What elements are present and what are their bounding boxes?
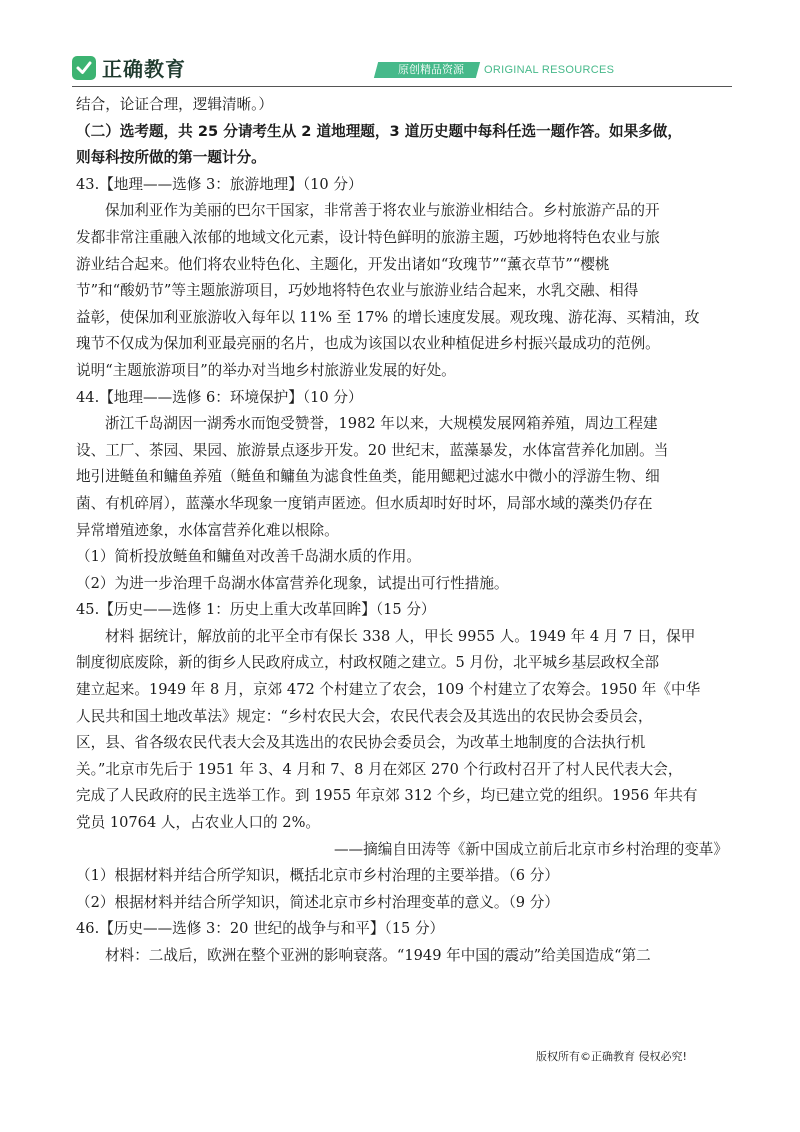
text-line: 人民共和国土地改革法》规定：“乡村农民大会，农民代表会及其选出的农民协会委员会， [76,707,653,725]
banner-label: 原创精品资源 [374,62,480,78]
text-line: 则每科按所做的第一题计分。 [76,149,266,167]
text-line: 党员 10764 人，占农业人口的 2%。 [76,814,321,832]
text-line: 节”和“酸奶节”等主题旅游项目，巧妙地将特色农业与旅游业结合起来，水乳交融、相得 [76,282,639,300]
text-line: 异常增殖迹象，水体富营养化难以根除。 [76,521,339,539]
text-line: 45.【历史——选修 1：历史上重大改革回眸】（15 分） [76,601,436,619]
header-divider [72,86,732,87]
text-line: 发都非常注重融入浓郁的地域文化元素，设计特色鲜明的旅游主题，巧妙地将特色农业与旅 [76,228,660,246]
text-line: 46.【历史——选修 3：20 世纪的战争与和平】（15 分） [76,920,445,938]
page-header [0,0,800,90]
banner-english: ORIGINAL RESOURCES [484,64,615,76]
text-line: （1）简析投放鲢鱼和鳙鱼对改善千岛湖水质的作用。 [76,548,421,566]
text-line: 材料 据统计，解放前的北平全市有保长 338 人，甲长 9955 人。1949 年 4 月 7 日，保甲 [105,627,696,645]
text-line: 建立起来。1949 年 8 月，京郊 472 个村建立了农会，109 个村建立了农筹会。1950 年《中华 [76,681,701,699]
text-line: 保加利亚作为美丽的巴尔干国家，非常善于将农业与旅游业相结合。乡村旅游产品的开 [105,202,660,220]
text-line: 材料：二战后，欧洲在整个亚洲的影响衰落。“1949 年中国的震动”给美国造成“第二 [105,947,651,964]
text-line: 地引进鲢鱼和鳙鱼养殖（鲢鱼和鳙鱼为滤食性鱼类，能用鳃耙过滤水中微小的浮游生物、细 [76,468,660,486]
text-line: 设、工厂、茶园、果园、旅游景点逐步开发。20 世纪末，蓝藻暴发，水体富营养化加剧。当 [76,441,669,459]
text-line: （2）为进一步治理千岛湖水体富营养化现象，试提出可行性措施。 [76,574,509,592]
text-line: （2）根据材料并结合所学知识，简述北京市乡村治理变革的意义。（9 分） [76,893,559,911]
text-line: 益彰，使保加利亚旅游收入每年以 11% 至 17% 的增长速度发展。观玫瑰、游花海、买精油，玫 [76,308,700,326]
logo-text: 正确教育 [102,57,186,81]
text-line: 完成了人民政府的民主选举工作。到 1955 年京郊 312 个乡，均已建立党的组织。1956 年共有 [76,787,698,805]
checkmark-icon [72,56,96,80]
brand-logo [72,53,186,82]
text-line: 浙江千岛湖因一湖秀水而饱受赞誉，1982 年以来，大规模发展网箱养殖，周边工程建 [105,415,658,433]
text-line: 游业结合起来。他们将农业特色化、主题化，开发出诸如“玫瑰节”“薰衣草节”“樱桃 [76,255,610,273]
copyright-footer: 版权所有©正确教育 侵权必究! [536,1050,687,1063]
text-line: 44.【地理——选修 6：环境保护】（10 分） [76,388,363,406]
text-line: ——摘编自田涛等《新中国成立前后北京市乡村治理的变革》 [333,840,728,858]
text-line: 区，县、省各级农民代表大会及其选出的农民协会委员会，为改革土地制度的合法执行机 [76,734,646,752]
text-line: （1）根据材料并结合所学知识，概括北京市乡村治理的主要举措。（6 分） [76,867,559,885]
text-line: 瑰节不仅成为保加利亚最亮丽的名片，也成为该国以农业种植促进乡村振兴最成功的范例。 [76,335,660,353]
resource-banner [376,62,614,78]
text-line: 43.【地理——选修 3：旅游地理】（10 分） [76,175,363,193]
text-line: 说明“主题旅游项目”的举办对当地乡村旅游业发展的好处。 [76,361,456,379]
text-line: 制度彻底废除，新的街乡人民政府成立，村政权随之建立。5 月份，北平城乡基层政权全部 [76,654,660,672]
document-body [76,92,728,970]
text-line: 关。”北京市先后于 1951 年 3、4 月和 7、8 月在郊区 270 个行政村召开了村人民代表大会， [76,760,683,778]
text-line: 结合，论证合理，逻辑清晰。） [76,96,274,113]
text-line: （二）选考题，共 25 分请考生从 2 道地理题，3 道历史题中每科任选一题作答。如果多做， [76,122,682,140]
text-line: 菌、有机碎屑），蓝藻水华现象一度销声匿迹。但水质却时好时坏，局部水域的藻类仍存在 [76,494,653,512]
